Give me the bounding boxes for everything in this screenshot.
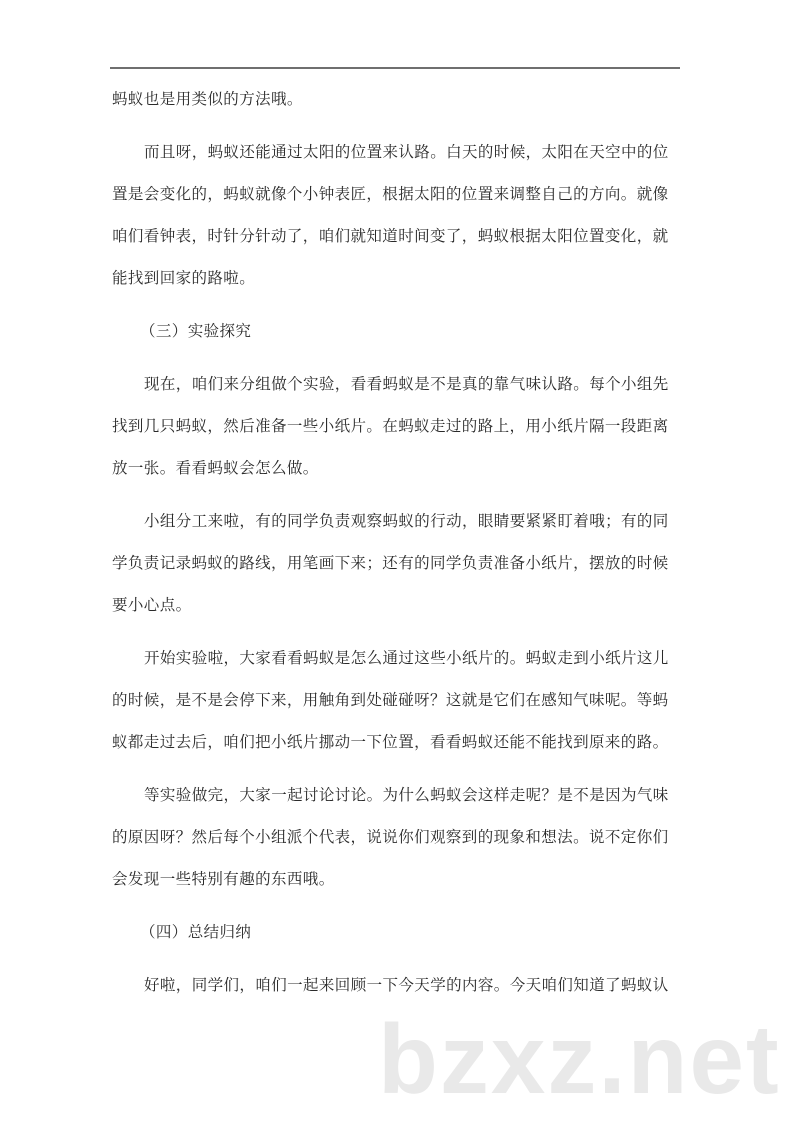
- paragraph: [112, 78, 692, 120]
- heading-text: （三）实验探究: [140, 322, 252, 340]
- paragraph: [112, 363, 692, 489]
- paragraph-line: 要小心点。: [112, 596, 192, 614]
- heading-text: （四）总结归纳: [140, 923, 252, 941]
- paragraph-line: 置是会变化的，蚂蚁就像个小钟表匠，根据太阳的位置来调整自己的方向。就像: [112, 185, 669, 203]
- paragraph-line: 好啦，同学们，咱们一起来回顾一下今天学的内容。今天咱们知道了蚂蚁认: [144, 976, 669, 994]
- paragraph-line: 的时候，是不是会停下来，用触角到处碰碰呀？这就是它们在感知气味呢。等蚂: [112, 691, 669, 709]
- paragraph: [112, 500, 692, 626]
- paragraph-line: 而且呀，蚂蚁还能通过太阳的位置来认路。白天的时候，太阳在天空中的位: [144, 143, 669, 161]
- paragraph-line: 等实验做完，大家一起讨论讨论。为什么蚂蚁会这样走呢？是不是因为气味: [144, 786, 669, 804]
- paragraph: [112, 131, 692, 299]
- section-heading: [112, 310, 692, 352]
- paragraph-line: 找到几只蚂蚁，然后准备一些小纸片。在蚂蚁走过的路上，用小纸片隔一段距离: [112, 417, 669, 435]
- paragraph-line: 开始实验啦，大家看看蚂蚁是怎么通过这些小纸片的。蚂蚁走到小纸片这儿: [144, 649, 669, 667]
- document-body: [112, 78, 692, 1017]
- paragraph-line: 咱们看钟表，时针分针动了，咱们就知道时间变了，蚂蚁根据太阳位置变化，就: [112, 227, 669, 245]
- paragraph-line: 放一张。看看蚂蚁会怎么做。: [112, 459, 319, 477]
- paragraph-line: 蚂蚁也是用类似的方法哦。: [112, 90, 303, 108]
- paragraph-line: 小组分工来啦，有的同学负责观察蚂蚁的行动，眼睛要紧紧盯着哦；有的同: [144, 512, 669, 530]
- paragraph-line: 学负责记录蚂蚁的路线，用笔画下来；还有的同学负责准备小纸片，摆放的时候: [112, 554, 669, 572]
- paragraph: [112, 964, 692, 1006]
- paragraph-line: 能找到回家的路啦。: [112, 269, 256, 287]
- paragraph: [112, 774, 692, 900]
- paragraph-line: 的原因呀？然后每个小组派个代表，说说你们观察到的现象和想法。说不定你们: [112, 828, 669, 846]
- watermark: bzxz.net: [378, 1004, 781, 1114]
- section-heading: [112, 911, 692, 953]
- paragraph-line: 现在，咱们来分组做个实验，看看蚂蚁是不是真的靠气味认路。每个小组先: [144, 375, 669, 393]
- paragraph: [112, 637, 692, 763]
- paragraph-line: 蚁都走过去后，咱们把小纸片挪动一下位置，看看蚂蚁还能不能找到原来的路。: [112, 733, 669, 751]
- paragraph-line: 会发现一些特别有趣的东西哦。: [112, 870, 335, 888]
- header-rule: [110, 67, 680, 69]
